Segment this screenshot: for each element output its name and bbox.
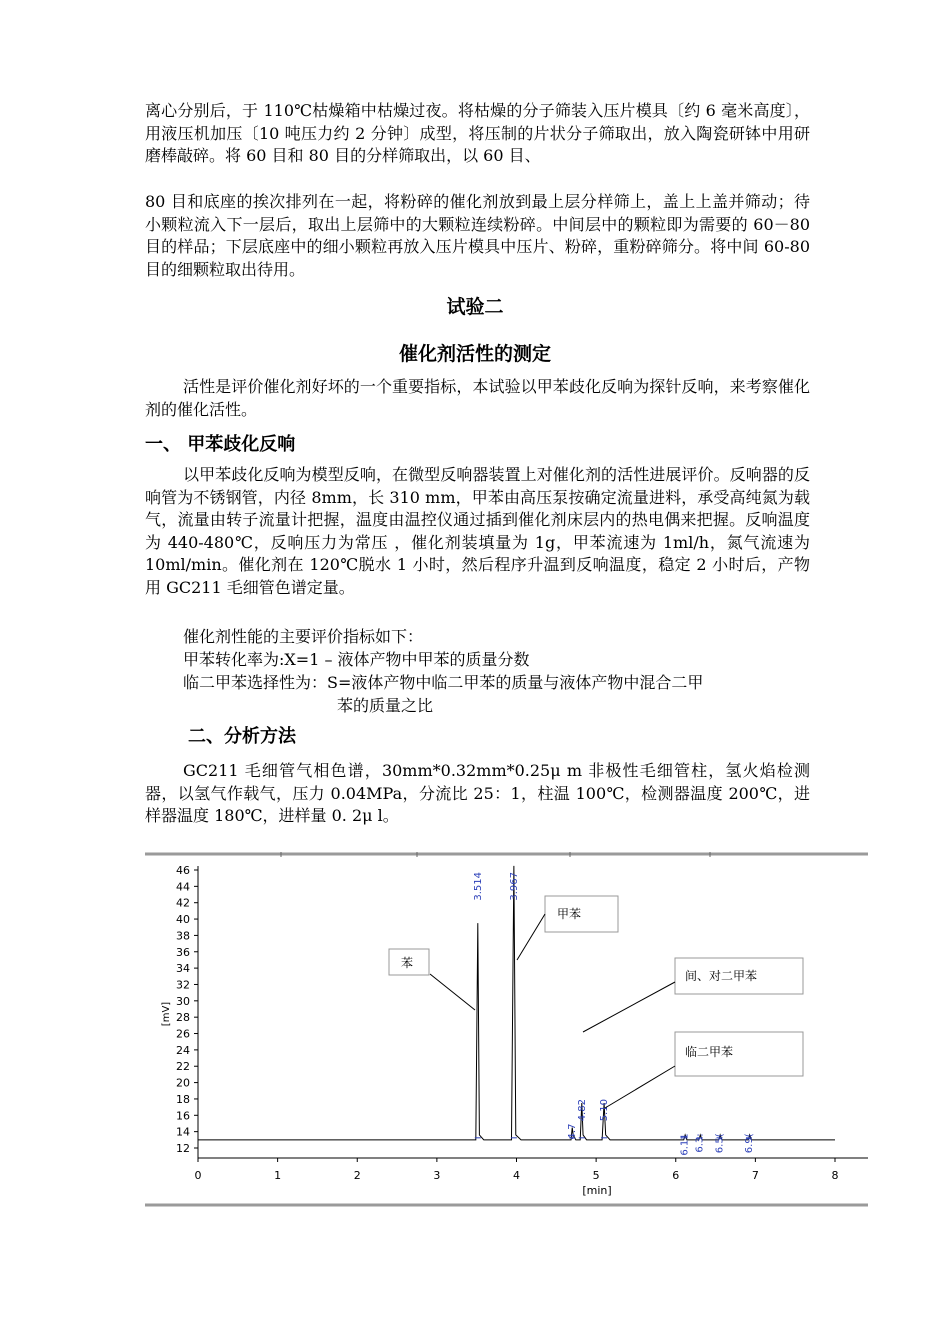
y-tick-label: 26 — [176, 1027, 190, 1041]
section-heading-analysis: 二、分析方法 — [188, 726, 296, 747]
indicators-line: 催化剂性能的主要评价指标如下： — [183, 627, 424, 646]
peak-label: 6.3: — [694, 1133, 706, 1153]
y-tick-label: 14 — [176, 1125, 190, 1139]
annotation-mp-xylene: 间、对二甲苯 — [685, 969, 758, 983]
x-tick-label: 8 — [831, 1169, 839, 1182]
x-tick-label: 1 — [274, 1169, 282, 1182]
x-tick-label: 4 — [513, 1169, 520, 1182]
y-tick-label: 34 — [176, 962, 190, 976]
y-tick-label: 32 — [176, 978, 190, 992]
selectivity-formula-cont: 苯的质量之比 — [337, 696, 434, 715]
peak-label: 5.10 — [599, 1099, 611, 1122]
annotation-o-xylene: 临二甲苯 — [685, 1045, 734, 1059]
peak-label: 4.7 — [567, 1123, 579, 1140]
paragraph-analysis: GC211 毛细管气相色谱，30mm*0.32mm*0.25μ m 非极性毛细管柱，氢火焰检测器，以氢气作载气，压力 0.04MPa，分流比 25：1，柱温 100℃，检测器温度 200℃，进样器温度 180℃，进样量 0. 2μ l。 — [145, 761, 810, 825]
y-tick-label: 24 — [176, 1043, 190, 1057]
chart-background — [145, 852, 868, 1208]
selectivity-formula: 临二甲苯选择性为：S=液体产物中临二甲苯的质量与液体产物中混合二甲 — [183, 673, 704, 692]
y-tick-label: 16 — [176, 1109, 190, 1123]
x-tick-label: 3 — [433, 1169, 441, 1182]
x-tick-label: 5 — [592, 1169, 600, 1182]
y-tick-label: 18 — [176, 1092, 190, 1106]
x-axis-label: [min] — [582, 1184, 612, 1197]
peak-label: 4.82 — [576, 1099, 588, 1122]
y-tick-label: 38 — [176, 929, 190, 943]
section-heading-reaction: 一、 甲苯歧化反响 — [145, 434, 296, 455]
y-tick-label: 22 — [176, 1060, 190, 1074]
y-tick-label: 30 — [176, 994, 190, 1008]
peak-label: 3.967 — [508, 872, 520, 901]
y-tick-label: 42 — [176, 896, 190, 910]
y-axis-label: [mV] — [161, 1001, 172, 1027]
y-tick-label: 40 — [176, 913, 190, 927]
peak-label: 6.11 — [679, 1133, 691, 1156]
y-tick-label: 20 — [176, 1076, 190, 1090]
y-tick-label: 44 — [176, 880, 190, 894]
experiment-heading: 试验二 — [446, 296, 504, 318]
chromatogram-svg — [145, 852, 868, 1208]
y-tick-label: 36 — [176, 945, 190, 959]
x-tick-label: 7 — [751, 1169, 759, 1182]
annotation-benzene: 苯 — [401, 956, 414, 970]
y-tick-label: 46 — [176, 864, 190, 877]
x-tick-label: 6 — [672, 1169, 680, 1182]
peak-label: 3.514 — [472, 872, 484, 901]
x-tick-label: 0 — [194, 1169, 202, 1182]
peak-label: 6.9( — [744, 1133, 756, 1154]
paragraph-reaction: 以甲苯歧化反响为模型反响，在微型反响器装置上对催化剂的活性进展评价。反响器的反响管为不锈钢管，内径 8mm，长 310 mm，甲苯由高压泵按确定流量进料，承受高纯氮为载气，流量由转子流量计把握，温度由温控仪通过插到催化剂床层内的热电偶来把握。反响温度为 440-480℃，反响压力为常压 ，催化剂装填量为 1g，甲苯流速为 1ml/h，氮气流速为 10ml/min。催化剂在 120℃脱水 1 小时，然后程序升温到反响温度，稳定 2 小时后，产物用 GC211 毛细管色谱定量。 — [145, 465, 810, 597]
y-tick-label: 28 — [176, 1011, 190, 1025]
page-title: 催化剂活性的测定 — [398, 343, 551, 365]
chromatogram-chart — [145, 852, 868, 1208]
paragraph-prep-continued: 80 目和底座的挨次排列在一起，将粉碎的催化剂放到最上层分样筛上，盖上上盖并筛动；待小颗粒流入下一层后，取出上层筛中的大颗粒连续粉碎。中间层中的颗粒即为需要的 60－80 目的样品；下层底座中的细小颗粒再放入压片模具中压片、粉碎，重粉碎筛分。将中间 60-80 目的细颗粒取出待用。 — [145, 192, 810, 279]
paragraph-prep: 离心分别后，于 110℃枯燥箱中枯燥过夜。将枯燥的分子筛装入压片模具〔约 6 毫米高度〕，用液压机加压〔10 吨压力约 2 分钟〕成型，将压制的片状分子筛取出，放入陶瓷研钵中用研磨棒敲碎。将 60 目和 80 目的分样筛取出，以 60 目、 — [145, 101, 810, 165]
annotation-toluene: 甲苯 — [557, 907, 582, 921]
paragraph-intro: 活性是评价催化剂好坏的一个重要指标，本试验以甲苯歧化反响为探针反响，来考察催化剂的催化活性。 — [145, 377, 810, 419]
annotation-box-toluene — [545, 896, 618, 932]
y-tick-label: 12 — [176, 1142, 190, 1155]
x-tick-label: 2 — [353, 1169, 361, 1182]
conversion-formula: 甲苯转化率为:X=1 – 液体产物中甲苯的质量分数 — [183, 650, 530, 669]
peak-label: 6.5( — [714, 1133, 726, 1154]
